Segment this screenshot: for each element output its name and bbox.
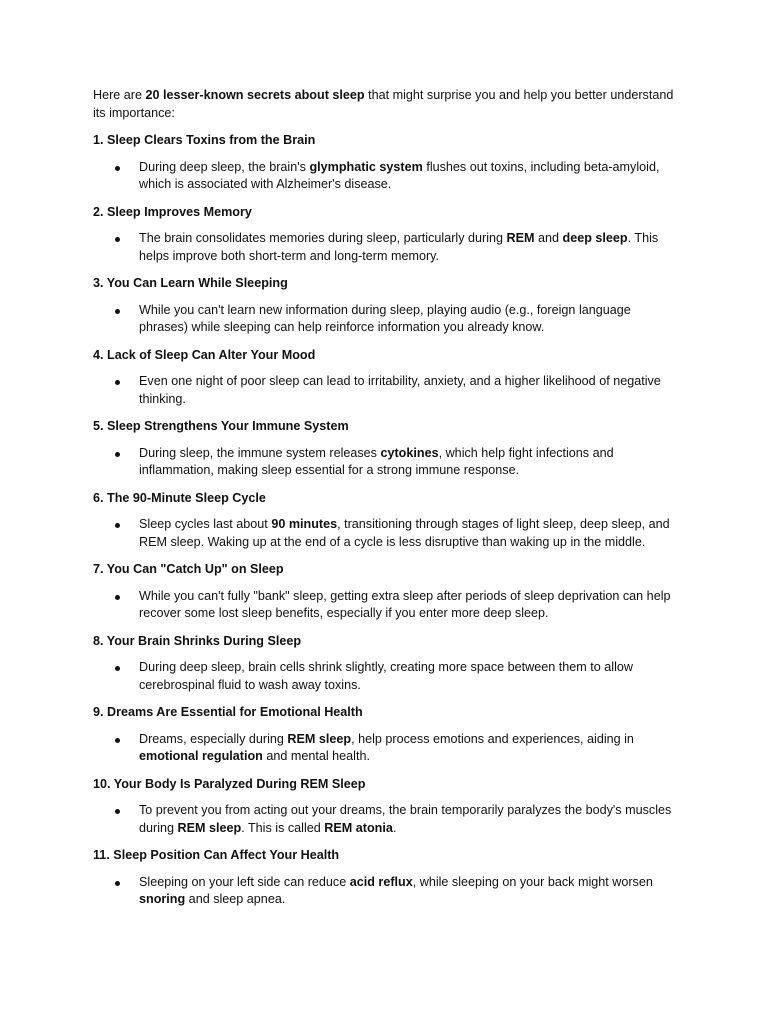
bullet-text: , while sleeping on your back might worsen <box>412 874 653 889</box>
bullet-text: During deep sleep, brain cells shrink slightly, creating more space between them to allow cerebrospinal fluid to wash away toxins. <box>139 660 633 692</box>
bullet-list <box>93 302 678 337</box>
bullet-icon <box>115 380 120 385</box>
intro-text-end: that might surprise you and help you better understand its importance: <box>93 88 674 120</box>
bullet-icon <box>115 595 120 600</box>
section-heading: 7. You Can "Catch Up" on Sleep <box>93 562 284 576</box>
bullet-icon <box>115 237 120 242</box>
bullet-emphasis: REM atonia <box>324 820 393 835</box>
intro-paragraph <box>93 87 678 122</box>
section-heading: 11. Sleep Position Can Affect Your Health <box>93 848 340 862</box>
bullet-item <box>93 373 678 408</box>
bullet-icon <box>115 881 120 886</box>
bullet-text: and <box>534 231 563 245</box>
bullet-emphasis: cytokines <box>380 445 439 460</box>
bullet-item <box>93 159 678 194</box>
intro-emphasis: 20 lesser-known secrets about sleep <box>145 88 365 102</box>
bullet-text: While you can't learn new information during sleep, playing audio (e.g., foreign language phrases) while sleeping can help reinforce information you already know. <box>139 302 631 334</box>
bullet-item <box>93 588 678 623</box>
bullet-item <box>93 731 678 766</box>
bullet-icon <box>115 452 120 457</box>
bullet-text: To prevent you from acting out your dreams, the brain temporarily paralyzes the body's muscles during <box>139 803 672 835</box>
bullet-emphasis: emotional regulation <box>139 749 263 763</box>
bullet-text: , help process emotions and experiences, aiding in <box>351 731 634 746</box>
bullet-item <box>93 802 678 837</box>
bullet-list <box>93 731 678 766</box>
section-heading: 8. Your Brain Shrinks During Sleep <box>93 633 302 648</box>
bullet-list <box>93 516 678 551</box>
bullet-icon <box>115 738 120 743</box>
bullet-item <box>93 659 678 694</box>
section-heading: 1. Sleep Clears Toxins from the Brain <box>93 133 316 147</box>
bullet-text: . <box>392 820 397 835</box>
bullet-item <box>93 302 678 337</box>
bullet-item <box>93 874 678 909</box>
sections-container <box>93 132 678 909</box>
bullet-icon <box>115 666 120 671</box>
bullet-item <box>93 516 678 551</box>
bullet-text: The brain consolidates memories during sleep, particularly during <box>139 231 507 245</box>
bullet-list <box>93 159 678 194</box>
bullet-list <box>93 802 678 837</box>
bullet-emphasis: REM <box>506 231 535 245</box>
bullet-text: During sleep, the immune system releases <box>139 445 381 460</box>
bullet-emphasis: glymphatic system <box>309 159 423 174</box>
section-heading: 9. Dreams Are Essential for Emotional Health <box>93 705 363 719</box>
section-heading: 2. Sleep Improves Memory <box>93 204 252 219</box>
bullet-emphasis: acid reflux <box>349 874 413 889</box>
bullet-emphasis: REM sleep <box>177 820 242 835</box>
bullet-text: , transitioning through stages of light sleep, deep sleep, and REM sleep. Waking up at the end of a cycle is less disruptive than waking up in the middle. <box>139 517 670 549</box>
document-page <box>93 87 678 919</box>
bullet-icon <box>115 523 120 528</box>
bullet-emphasis: 90 minutes <box>271 517 338 531</box>
section-heading: 6. The 90-Minute Sleep Cycle <box>93 490 266 505</box>
section-heading: 3. You Can Learn While Sleeping <box>93 276 288 290</box>
bullet-text: During deep sleep, the brain's <box>139 159 310 174</box>
bullet-text: Dreams, especially during <box>139 731 288 746</box>
bullet-text: and mental health. <box>262 749 370 763</box>
bullet-text: Even one night of poor sleep can lead to irritability, anxiety, and a higher likelihood of negative thinking. <box>139 374 661 406</box>
bullet-text: . This helps improve both short-term and long-term memory. <box>139 231 659 263</box>
bullet-list <box>93 588 678 623</box>
bullet-icon <box>115 166 120 171</box>
intro-text: Here are <box>93 88 146 102</box>
bullet-list <box>93 230 678 265</box>
bullet-list <box>93 445 678 480</box>
bullet-list <box>93 659 678 694</box>
bullet-emphasis: deep sleep <box>562 231 628 245</box>
bullet-emphasis: snoring <box>139 892 186 906</box>
bullet-list <box>93 373 678 408</box>
bullet-text: . This is called <box>241 820 325 835</box>
bullet-text: flushes out toxins, including beta-amyloid, which is associated with Alzheimer's disease. <box>139 159 660 191</box>
section-heading: 5. Sleep Strengthens Your Immune System <box>93 419 349 433</box>
section-heading: 4. Lack of Sleep Can Alter Your Mood <box>93 347 316 362</box>
bullet-text: Sleeping on your left side can reduce <box>139 874 350 889</box>
bullet-text: Sleep cycles last about <box>139 517 272 531</box>
bullet-emphasis: REM sleep <box>287 731 352 746</box>
bullet-icon <box>115 309 120 314</box>
bullet-icon <box>115 809 120 814</box>
bullet-text: While you can't fully "bank" sleep, getting extra sleep after periods of sleep deprivation can help recover some lost sleep benefits, especially if you enter more deep sleep. <box>139 588 671 620</box>
bullet-text: and sleep apnea. <box>185 892 286 906</box>
bullet-text: , which help fight infections and inflammation, making sleep essential for a strong immune response. <box>139 445 614 477</box>
bullet-list <box>93 874 678 909</box>
section-heading: 10. Your Body Is Paralyzed During REM Sleep <box>93 776 366 791</box>
bullet-item <box>93 230 678 265</box>
bullet-item <box>93 445 678 480</box>
